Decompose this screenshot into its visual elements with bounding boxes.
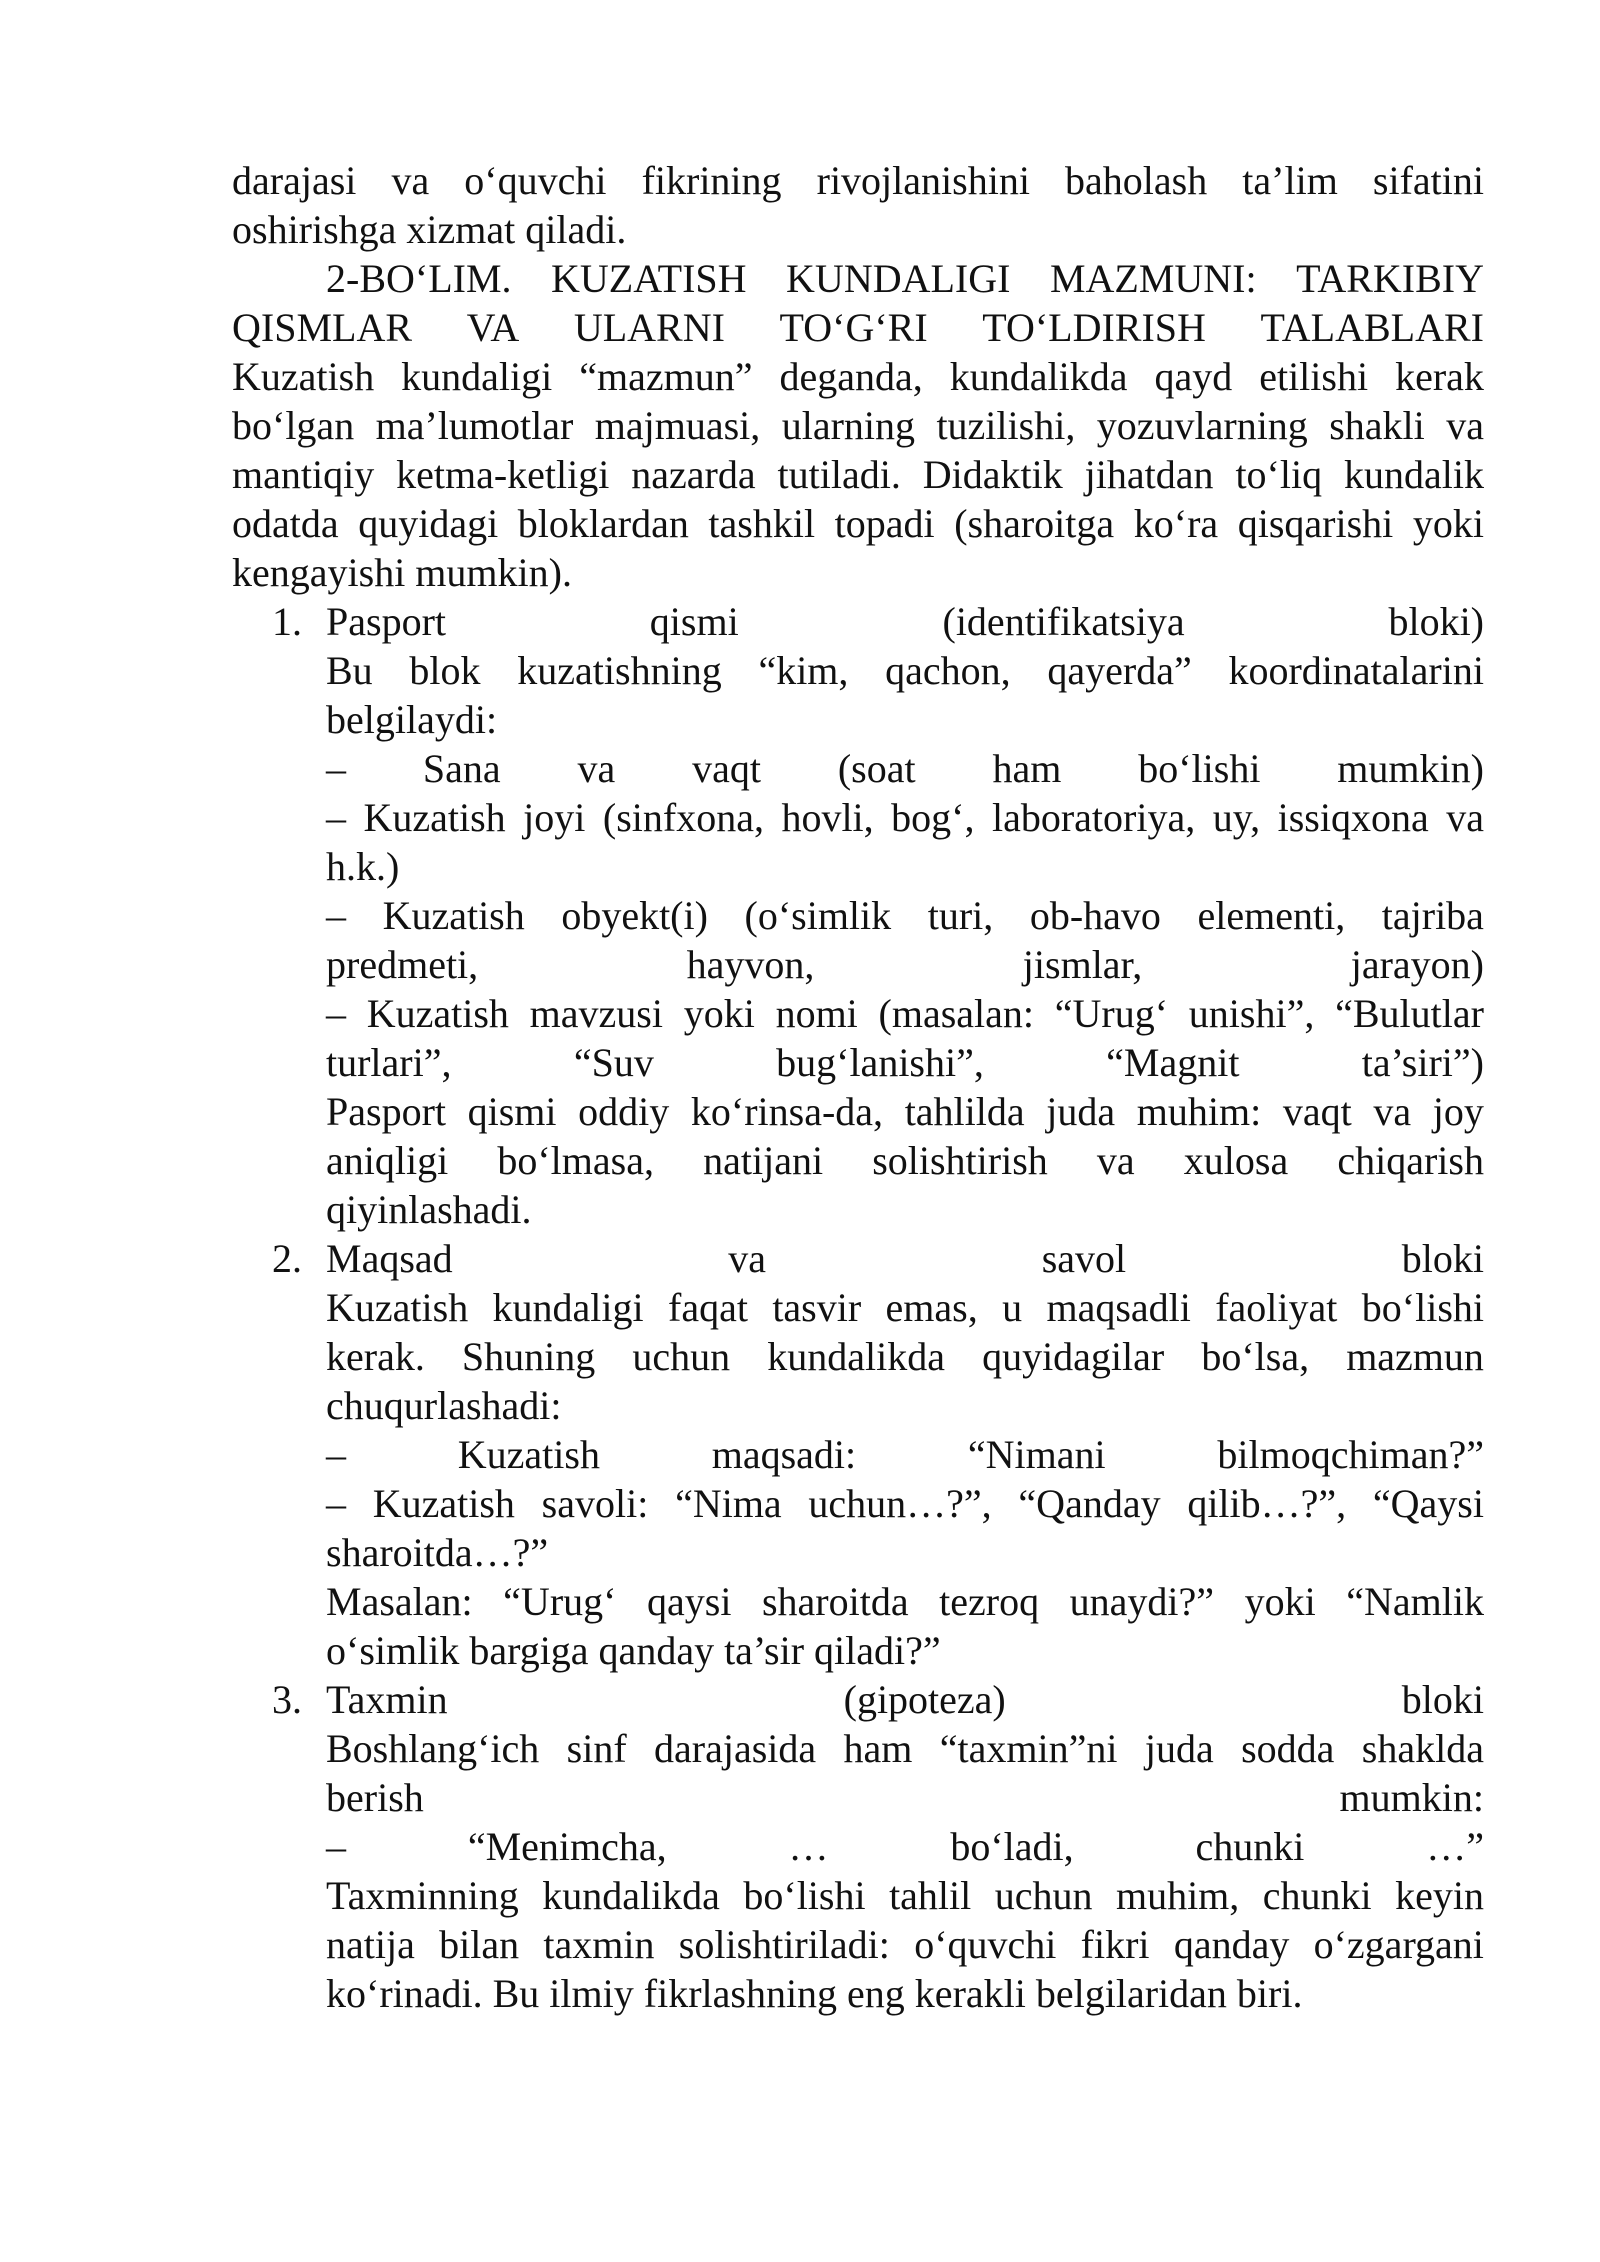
- word: unaydi?”: [1069, 1579, 1215, 1624]
- word: Taxminning: [326, 1873, 519, 1918]
- word: savoli:: [541, 1481, 649, 1526]
- word: KUZATISH: [551, 256, 747, 301]
- word: shaklda: [1361, 1726, 1484, 1771]
- word: “mazmun”: [579, 354, 753, 399]
- word: emas,: [885, 1285, 978, 1330]
- word: “Nima: [675, 1481, 782, 1526]
- word: nazarda: [631, 452, 756, 497]
- word: –: [326, 1432, 346, 1477]
- word: Pasport: [326, 1089, 446, 1134]
- word: Pasport: [326, 599, 446, 644]
- word: Kuzatish: [326, 1285, 469, 1330]
- list-item-text: [326, 1871, 1484, 1920]
- word: –: [326, 991, 346, 1036]
- word: nomi: [775, 991, 858, 1036]
- word: ham: [843, 1726, 913, 1771]
- word: ULARNI: [573, 305, 725, 350]
- bullet-line: [326, 989, 1484, 1038]
- word: maqsadi:: [711, 1432, 857, 1477]
- word: laboratoriya,: [991, 795, 1196, 840]
- word: yoki: [683, 991, 755, 1036]
- word: Kuzatish: [372, 1481, 515, 1526]
- list-item-text: chuqurlashadi:: [326, 1383, 562, 1428]
- intro-line: oshirishga xizmat qiladi.: [232, 207, 627, 252]
- paragraph-line: [232, 401, 1484, 450]
- word: (o‘simlik: [744, 893, 892, 938]
- word: joyi: [523, 795, 586, 840]
- word: uchun: [632, 1334, 731, 1379]
- word: Boshlang‘ich: [326, 1726, 540, 1771]
- word: savol: [1041, 1236, 1127, 1281]
- word: quyidagilar: [982, 1334, 1165, 1379]
- bullet-line: [326, 1038, 1484, 1087]
- list-number: 2.: [272, 1236, 302, 1281]
- word: natija: [326, 1922, 415, 1967]
- bullet-line: [326, 1479, 1484, 1528]
- word: predmeti,: [326, 942, 479, 987]
- word: yoki: [1244, 1579, 1316, 1624]
- word: kundalikda: [949, 354, 1128, 399]
- word: juda: [1144, 1726, 1214, 1771]
- word: tahlil: [889, 1873, 972, 1918]
- bullet-line: [326, 793, 1484, 842]
- word: quyidagi: [358, 501, 499, 546]
- word: KUNDALIGI: [786, 256, 1011, 301]
- list-item-text: [326, 646, 1484, 695]
- word: Sana: [422, 746, 501, 791]
- bullet-line: [326, 744, 1484, 793]
- word: ko‘rinsa-da,: [690, 1089, 884, 1134]
- list-item-text: [326, 1724, 1484, 1773]
- word: rivojlanishini: [816, 158, 1030, 203]
- word: bloklardan: [517, 501, 689, 546]
- word: bo‘lgan: [232, 403, 355, 448]
- word: QISMLAR: [232, 305, 413, 350]
- word: fikrining: [641, 158, 782, 203]
- word: faqat: [668, 1285, 748, 1330]
- word: chunki: [1262, 1873, 1372, 1918]
- word: tuzilishi,: [936, 403, 1076, 448]
- word: qisqarishi: [1237, 501, 1394, 546]
- word: bo‘lmasa,: [497, 1138, 654, 1183]
- word: Kuzatish: [363, 795, 506, 840]
- word: va: [1096, 1138, 1135, 1183]
- word: (sinfxona,: [602, 795, 764, 840]
- word: o‘quvchi: [464, 158, 607, 203]
- word: qayerda”: [1047, 648, 1192, 693]
- word: qaysi: [647, 1579, 732, 1624]
- word: Bu: [326, 648, 373, 693]
- bullet-line: [326, 891, 1484, 940]
- word: aniqligi: [326, 1138, 449, 1183]
- section-heading: [232, 303, 1484, 352]
- word: muhim,: [1115, 1873, 1240, 1918]
- word: Kuzatish: [366, 991, 509, 1036]
- word: issiqxona: [1277, 795, 1429, 840]
- intro-line: [232, 156, 1484, 205]
- word: bo‘ladi,: [950, 1824, 1074, 1869]
- word: Taxmin: [326, 1677, 448, 1722]
- word: elementi,: [1197, 893, 1346, 938]
- word: mavzusi: [529, 991, 663, 1036]
- word: MAZMUNI:: [1049, 256, 1257, 301]
- word: sinf: [566, 1726, 627, 1771]
- word: bo‘lishi: [1361, 1285, 1484, 1330]
- section-heading: [326, 254, 1484, 303]
- word: (soat: [837, 746, 916, 791]
- word: berish: [326, 1775, 424, 1820]
- list-item-text: [326, 1332, 1484, 1381]
- word: TO‘G‘RI: [779, 305, 928, 350]
- word: qismi: [649, 599, 739, 644]
- word: bloki: [1401, 1677, 1484, 1722]
- word: jarayon): [1350, 942, 1484, 987]
- bullet-line: [326, 1430, 1484, 1479]
- word: solishtiriladi:: [678, 1922, 890, 1967]
- word: kundalik: [1344, 452, 1484, 497]
- word: kundaligi: [401, 354, 553, 399]
- word: yoki: [1412, 501, 1484, 546]
- word: …: [788, 1824, 829, 1869]
- list-item-text: qiyinlashadi.: [326, 1187, 532, 1232]
- word: mumkin:: [1339, 1775, 1484, 1820]
- word: chiqarish: [1337, 1138, 1484, 1183]
- word: ketma-ketligi: [396, 452, 610, 497]
- word: “Bulutlar: [1335, 991, 1484, 1036]
- word: “kim,: [758, 648, 849, 693]
- word: bug‘lanishi”,: [776, 1040, 984, 1085]
- paragraph-line: [232, 450, 1484, 499]
- word: juda: [1046, 1089, 1116, 1134]
- word: baholash: [1065, 158, 1208, 203]
- word: keyin: [1395, 1873, 1484, 1918]
- word: VA: [466, 305, 520, 350]
- word: “taxmin”ni: [939, 1726, 1118, 1771]
- bullet-line: h.k.): [326, 844, 400, 889]
- word: ma’lumotlar: [375, 403, 574, 448]
- word: va: [1446, 795, 1484, 840]
- word: obyekt(i): [561, 893, 708, 938]
- word: Kuzatish: [457, 1432, 600, 1477]
- word: kundaligi: [492, 1285, 644, 1330]
- word: “Suv: [573, 1040, 654, 1085]
- word: tahlilda: [904, 1089, 1025, 1134]
- word: qilib…?”,: [1187, 1481, 1347, 1526]
- list-item-text: [326, 1136, 1484, 1185]
- word: (gipoteza): [843, 1677, 1006, 1722]
- word: qayd: [1154, 354, 1233, 399]
- word: kuzatishning: [517, 648, 722, 693]
- word: ko‘ra: [1133, 501, 1219, 546]
- word: oddiy: [578, 1089, 670, 1134]
- word: etilishi: [1259, 354, 1369, 399]
- word: taxmin: [543, 1922, 655, 1967]
- word: –: [326, 746, 346, 791]
- word: ob-havo: [1029, 893, 1161, 938]
- bullet-line: [326, 940, 1484, 989]
- word: shakli: [1329, 403, 1425, 448]
- word: kundalikda: [542, 1873, 720, 1918]
- word: kerak: [1395, 354, 1484, 399]
- word: bloki): [1388, 599, 1484, 644]
- word: TO‘LDIRISH: [982, 305, 1206, 350]
- list-item-text: [326, 1773, 1484, 1822]
- word: bloki: [1401, 1236, 1484, 1281]
- word: odatda: [232, 501, 339, 546]
- word: faoliyat: [1215, 1285, 1338, 1330]
- word: va: [1446, 403, 1484, 448]
- word: Maqsad: [326, 1236, 453, 1281]
- word: ham: [992, 746, 1062, 791]
- list-item-text: ko‘rinadi. Bu ilmiy fikrlashning eng kerakli belgilaridan biri.: [326, 1971, 1303, 2016]
- word: va: [577, 746, 616, 791]
- word: “Magnit: [1106, 1040, 1240, 1085]
- word: majmuasi,: [594, 403, 761, 448]
- word: “Qanday: [1018, 1481, 1161, 1526]
- word: (sharoitga: [954, 501, 1115, 546]
- word: ta’siri”): [1361, 1040, 1484, 1085]
- word: sharoitda: [761, 1579, 909, 1624]
- paragraph-line: [232, 499, 1484, 548]
- word: blok: [409, 648, 481, 693]
- word: xulosa: [1183, 1138, 1289, 1183]
- word: bo‘lishi: [1138, 746, 1261, 791]
- list-item-title: [326, 1675, 1484, 1724]
- word: bog‘,: [891, 795, 975, 840]
- list-item-title: [326, 1234, 1484, 1283]
- word: qachon,: [885, 648, 1011, 693]
- word: tutiladi.: [777, 452, 901, 497]
- word: uy,: [1212, 795, 1261, 840]
- word: “Urug‘: [503, 1579, 617, 1624]
- word: 2-BO‘LIM.: [326, 256, 512, 301]
- word: mazmun: [1346, 1334, 1484, 1379]
- word: “Urug‘: [1054, 991, 1169, 1036]
- word: tasvir: [772, 1285, 862, 1330]
- list-item-text: [326, 1577, 1484, 1626]
- word: joy: [1432, 1089, 1484, 1134]
- word: (masalan:: [878, 991, 1035, 1036]
- word: –: [326, 893, 346, 938]
- word: qismi: [467, 1089, 557, 1134]
- word: Didaktik: [922, 452, 1063, 497]
- word: kerak.: [326, 1334, 425, 1379]
- word: “Menimcha,: [467, 1824, 667, 1869]
- list-item-text: [326, 1283, 1484, 1332]
- word: hovli,: [781, 795, 874, 840]
- word: mantiqiy: [232, 452, 375, 497]
- word: bo‘lsa,: [1201, 1334, 1310, 1379]
- word: turlari”,: [326, 1040, 452, 1085]
- word: –: [326, 1824, 346, 1869]
- bullet-line: sharoitda…?”: [326, 1530, 549, 1575]
- word: mumkin): [1337, 746, 1484, 791]
- word: uchun…?”,: [808, 1481, 992, 1526]
- list-item-text: [326, 1087, 1484, 1136]
- word: tashkil: [708, 501, 816, 546]
- word: turi,: [927, 893, 994, 938]
- word: ta’lim: [1242, 158, 1338, 203]
- word: jihatdan: [1084, 452, 1214, 497]
- word: jismlar,: [1022, 942, 1143, 987]
- paragraph-line: kengayishi mumkin).: [232, 550, 572, 595]
- word: sifatini: [1372, 158, 1484, 203]
- word: Masalan:: [326, 1579, 473, 1624]
- word: solishtirish: [872, 1138, 1048, 1183]
- word: natijani: [703, 1138, 824, 1183]
- word: tezroq: [939, 1579, 1040, 1624]
- word: bilan: [439, 1922, 520, 1967]
- word: tajriba: [1381, 893, 1484, 938]
- word: –: [326, 795, 346, 840]
- word: koordinatalarini: [1228, 648, 1484, 693]
- word: yozuvlarning: [1096, 403, 1308, 448]
- word: vaqt: [1282, 1089, 1352, 1134]
- word: hayvon,: [686, 942, 815, 987]
- word: sodda: [1241, 1726, 1335, 1771]
- word: TALABLARI: [1260, 305, 1484, 350]
- word: fikri: [1080, 1922, 1150, 1967]
- word: “Nimani: [967, 1432, 1106, 1477]
- list-number: 1.: [272, 599, 302, 644]
- word: “Qaysi: [1372, 1481, 1484, 1526]
- list-item-title: [326, 597, 1484, 646]
- word: bo‘lishi: [743, 1873, 866, 1918]
- word: o‘zgargani: [1313, 1922, 1484, 1967]
- word: va: [728, 1236, 767, 1281]
- word: …”: [1426, 1824, 1484, 1869]
- word: darajasida: [654, 1726, 817, 1771]
- word: o‘quvchi: [914, 1922, 1057, 1967]
- word: topadi: [834, 501, 935, 546]
- word: va: [391, 158, 430, 203]
- word: kundalikda: [767, 1334, 945, 1379]
- word: chunki: [1195, 1824, 1305, 1869]
- word: vaqt: [692, 746, 761, 791]
- list-item-text: belgilaydi:: [326, 697, 498, 742]
- word: darajasi: [232, 158, 357, 203]
- word: (identifikatsiya: [942, 599, 1185, 644]
- word: maqsadli: [1046, 1285, 1191, 1330]
- word: qanday: [1173, 1922, 1290, 1967]
- word: ularning: [781, 403, 916, 448]
- list-item-text: [326, 1920, 1484, 1969]
- word: TARKIBIY: [1296, 256, 1484, 301]
- word: u: [1002, 1285, 1023, 1330]
- word: muhim:: [1136, 1089, 1262, 1134]
- word: unishi”,: [1188, 991, 1315, 1036]
- word: –: [326, 1481, 346, 1526]
- word: bilmoqchiman?”: [1217, 1432, 1484, 1477]
- word: Kuzatish: [382, 893, 525, 938]
- list-item-text: o‘simlik bargiga qanday ta’sir qiladi?”: [326, 1628, 941, 1673]
- paragraph-line: [232, 352, 1484, 401]
- word: “Namlik: [1346, 1579, 1484, 1624]
- list-number: 3.: [272, 1677, 302, 1722]
- word: Shuning: [461, 1334, 596, 1379]
- word: uchun: [994, 1873, 1093, 1918]
- word: deganda,: [779, 354, 923, 399]
- bullet-line: [326, 1822, 1484, 1871]
- word: va: [1373, 1089, 1412, 1134]
- word: to‘liq: [1235, 452, 1323, 497]
- word: Kuzatish: [232, 354, 375, 399]
